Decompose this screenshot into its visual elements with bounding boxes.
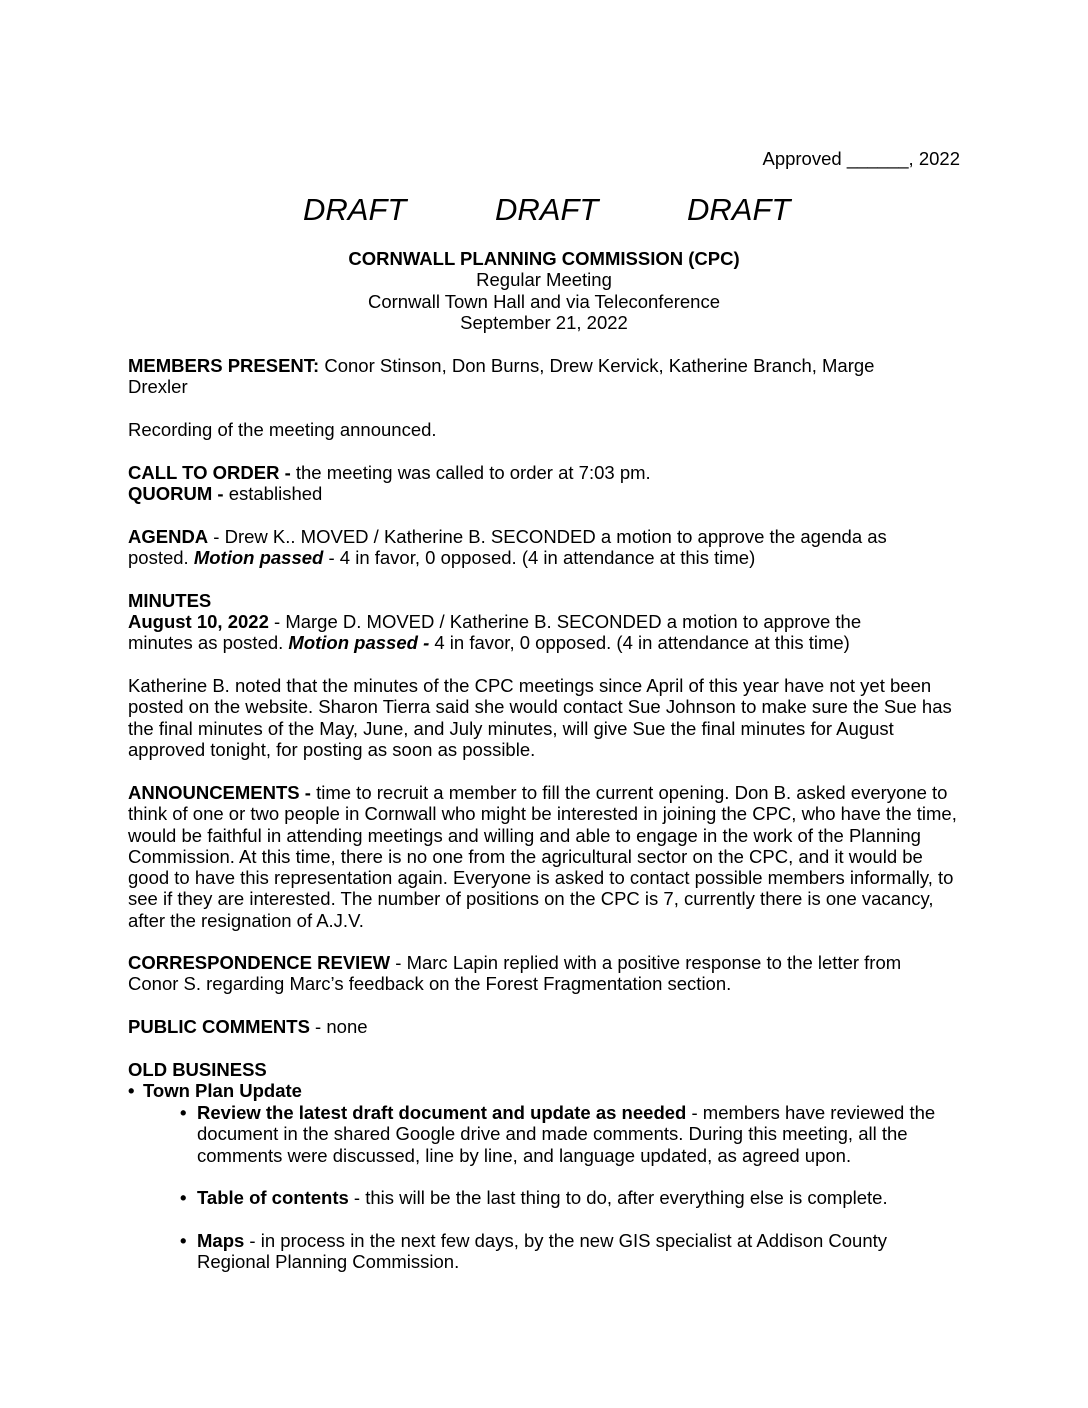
sub-item-label: Table of contents [197,1187,349,1208]
draft-watermark-row [128,192,960,232]
members-label: MEMBERS PRESENT: [128,355,320,376]
minutes-heading-text: MINUTES [128,590,212,611]
members-list: Conor Stinson, Don Burns, Drew Kervick, Katherine Branch, Marge Drexler [128,355,875,398]
town-plan-update-label: Town Plan Update [143,1080,302,1101]
meeting-date: September 21, 2022 [460,311,628,333]
agenda-label: AGENDA [128,526,209,547]
public-comments-section [128,1016,960,1037]
agenda-vote: - 4 in favor, 0 opposed. (4 in attendance at this time) [323,547,756,569]
quorum-text: established [223,483,323,504]
sub-item-table-of-contents [180,1187,960,1208]
document-header [128,248,960,333]
agenda-text: - Drew K.. MOVED / Katherine B. SECONDED a motion to approve the agenda as posted. [128,526,887,569]
minutes-text: - Marge D. MOVED / Katherine B. SECONDED a motion to approve the minutes as posted. [128,611,862,654]
sub-item-label: Maps [197,1230,245,1251]
draft-word: DRAFT [303,192,407,227]
announcements-label: ANNOUNCEMENTS - [128,782,311,803]
bullet-icon: • [128,1080,135,1101]
old-business-heading-text: OLD BUSINESS [128,1059,267,1080]
sub-item-label: Review the latest draft document and update as needed [197,1102,687,1123]
announcements-section [128,782,958,931]
quorum-label: QUORUM - [128,483,224,504]
minutes-motion: Motion passed - [288,632,430,654]
sub-item-text: - this will be the last thing to do, after everything else is complete. [348,1187,888,1208]
recording-note: Recording of the meeting announced. [128,419,437,440]
members-present [128,355,928,398]
sub-item-review-draft [180,1102,960,1166]
minutes-heading [128,590,960,611]
meeting-location: Cornwall Town Hall and via Teleconference [367,290,721,312]
draft-word: DRAFT [495,192,599,227]
old-business-heading [128,1059,960,1080]
sub-item-text: - in process in the next few days, by the new GIS specialist at Addison County Regional Planning Commission. [197,1230,887,1273]
minutes-date: August 10, 2022 [128,611,269,632]
agenda-motion: Motion passed [193,547,324,569]
minutes-note: Katherine B. noted that the minutes of the CPC meetings since April of this year have not yet been posted on the website. Sharon Tierra said she would contact Sue Johnson to make sure the Sue has the final minutes of the May, June, and July minutes, will give Sue the final minutes for August approved tonight, for posting as soon as possible. [128,675,952,760]
org-title: CORNWALL PLANNING COMMISSION (CPC) [348,248,740,269]
call-to-order-text: the meeting was called to order at 7:03 pm. [290,462,651,483]
quorum [128,483,960,504]
bullet-icon: • [180,1187,187,1208]
minutes-vote: 4 in favor, 0 opposed. (4 in attendance at this time) [429,632,850,654]
correspondence-label: CORRESPONDENCE REVIEW [128,952,391,973]
approved-line: Approved ______, 2022 [762,148,960,169]
call-to-order [128,462,960,483]
minutes-approval [128,611,918,654]
town-plan-update-item [128,1080,302,1101]
bullet-icon: • [180,1102,187,1123]
call-to-order-label: CALL TO ORDER - [128,462,291,483]
correspondence-text: - Marc Lapin replied with a positive response to the letter from Conor S. regarding Marc’s feedback on the Forest Fragmentation section. [128,952,902,995]
agenda-section [128,526,938,569]
draft-word: DRAFT [687,192,791,227]
announcements-text: time to recruit a member to fill the current opening. Don B. asked everyone to think of one or two people in Cornwall who might be interested in joining the CPC, who have the time, would be faithful in attending meetings and willing and able to engage in the work of the Planning Commission. At this time, there is no one from the agricultural sector on the CPC, and it would be good to have this representation again. Everyone is asked to contact possible members informally, to see if they are interested. The number of positions on the CPC is 7, currently there is one vacancy, after the resignation of A.J.V. [128,782,957,931]
sub-item-text: - members have reviewed the document in the shared Google drive and made comments. During this meeting, all the comments were discussed, line by line, and language updated, as agreed upon. [197,1102,936,1166]
correspondence-section [128,952,953,995]
public-comments-text: - none [309,1016,368,1037]
meeting-type: Regular Meeting [476,269,612,291]
public-comments-label: PUBLIC COMMENTS [128,1016,310,1037]
bullet-icon: • [180,1230,187,1251]
sub-item-maps [180,1230,960,1273]
